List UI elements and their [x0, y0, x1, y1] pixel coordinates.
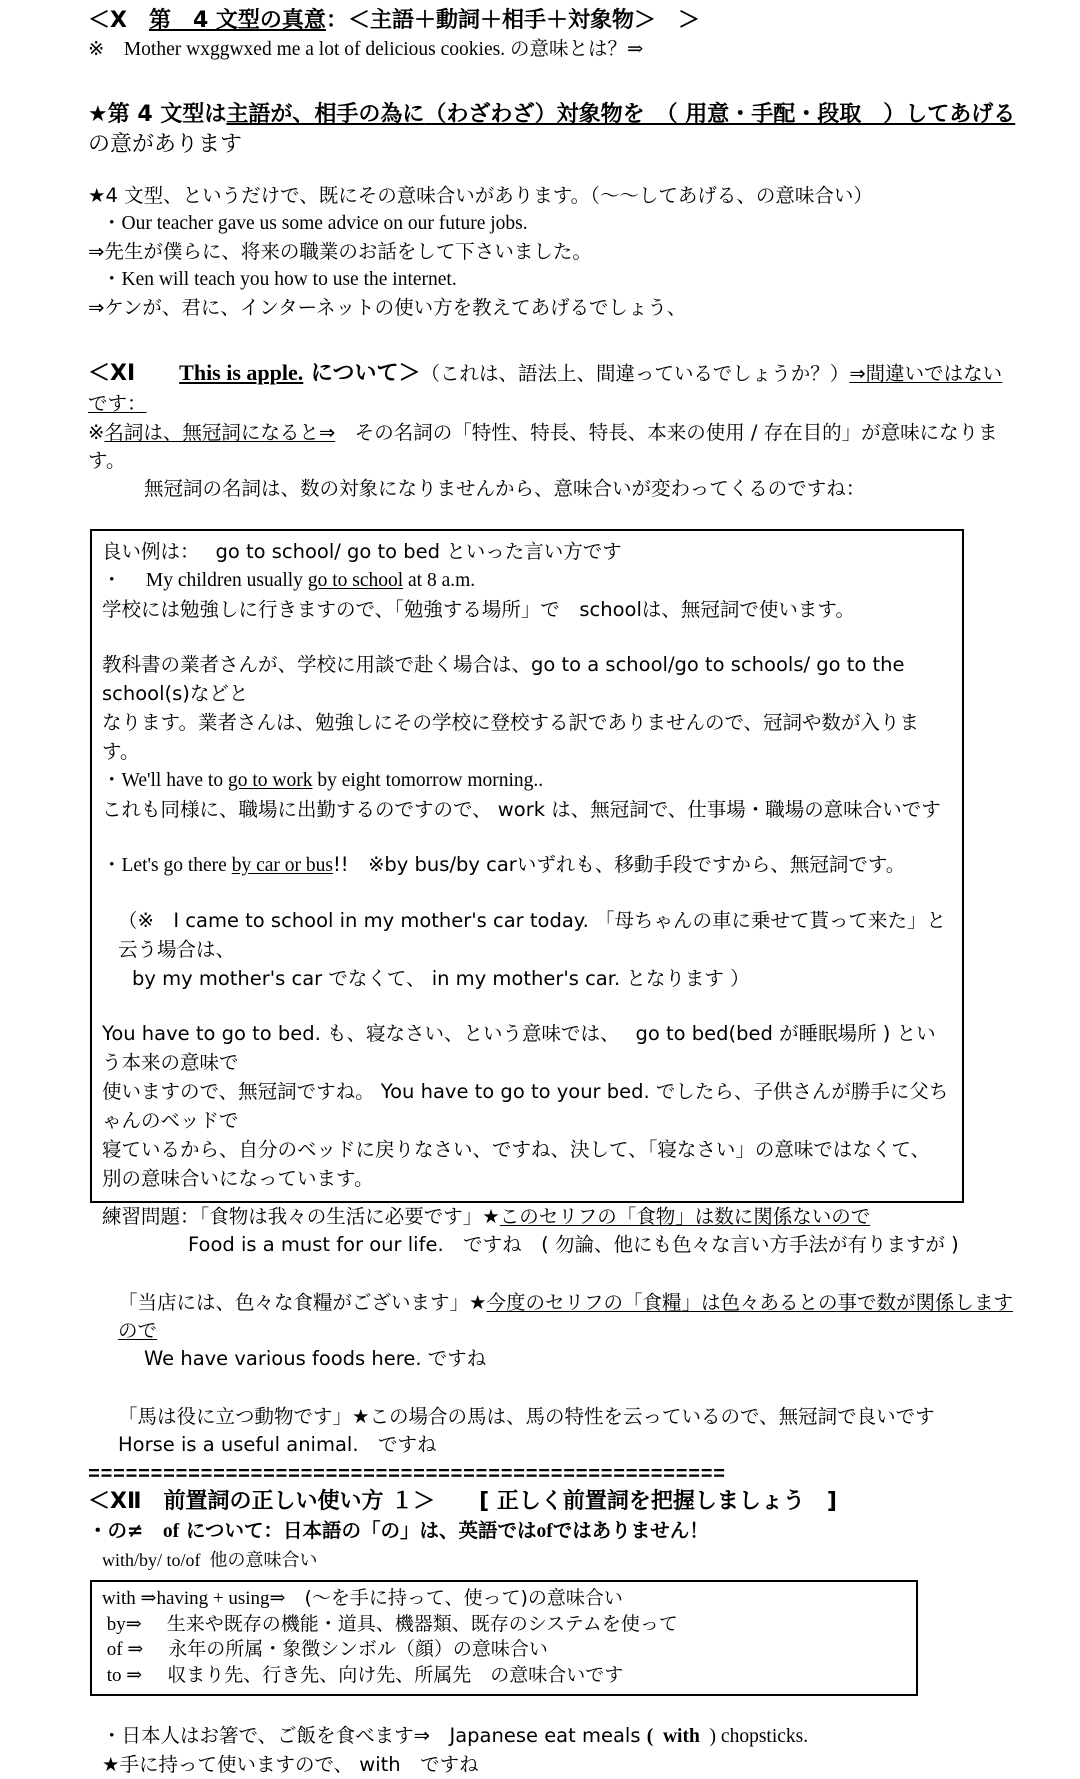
box-line-6-pre: ・We'll have to — [102, 770, 228, 791]
final-example-bold: ( with — [646, 1726, 710, 1747]
box-line-8 — [102, 850, 952, 880]
box-line-13: 寝ているから、自分のベッドに戻りなさい、ですね、決して、「寝なさい」の意味ではなくて、 — [102, 1138, 930, 1161]
section-xi-note-underlined: 名詞は、無冠詞になると⇒ — [104, 421, 336, 444]
subheading-middle: について：日本語の「の」は、英語では — [179, 1519, 537, 1542]
prepositions-box — [90, 1580, 918, 1696]
box-line-6-post: by eight tomorrow morning.. — [312, 770, 544, 791]
practice-2-prefix: 「当店には、色々な食糧がございます」★ — [118, 1291, 487, 1314]
examples-box — [90, 529, 964, 1203]
subheading-of-2: of — [536, 1521, 553, 1542]
practice-3-answer: Horse is a useful animal. ですね — [118, 1433, 437, 1456]
section-xi-heading-tail: ⇒間違いではないです： — [88, 362, 1003, 415]
box-line-3: 学校には勉強しに行きますので、「勉強する場所」で schoolは、無冠詞で使います。 — [102, 598, 855, 621]
box-line-4: 教科書の業者さんが、学校に用談で赴く場合は、go to a school/go to schools/ go to the school(s)などと — [102, 653, 911, 705]
section-x-star-line-2: ★4 文型、というだけで、既にその意味合いがあります。（〜〜してあげる、の意味合い） — [88, 184, 873, 207]
section-xi-heading-phrase: This is apple. — [179, 360, 304, 385]
section-xi-heading-prefix: ＜XⅠ — [88, 361, 180, 386]
box-line-14: 別の意味合いになっています。 — [102, 1167, 374, 1190]
section-xi-heading-mid: について＞ — [303, 361, 421, 386]
box-line-12: 使いますので、無冠詞ですね。 You have to go to your bed. でしたら、子供さんが勝手に父ちゃんのベッドで — [102, 1080, 949, 1132]
practice-2 — [88, 1289, 1020, 1345]
prep-row — [102, 1612, 906, 1638]
section-xii-heading: ＜XⅡ 前置詞の正しい使い方 １＞ [ 正しく前置詞を把握しましょう ] — [88, 1489, 837, 1514]
prep-key: with ⇒having + using⇒ — [102, 1588, 286, 1609]
star-line-1-part-b: 主語が、相手の為に — [226, 102, 425, 127]
section-x-example-2-jp: ⇒ケンが、君に、インターネットの使い方を教えてあげるでしょう、 — [88, 296, 687, 319]
box-line-1: 良い例は： go to school/ go to bed といった言い方です — [102, 540, 622, 563]
section-x-example-2-en: ・Ken will teach you how to use the internet. — [102, 269, 457, 290]
prep-key: of ⇒ — [102, 1639, 144, 1660]
box-line-2-underlined: go to school — [307, 570, 404, 591]
section-xi-heading — [88, 358, 1020, 419]
prep-row — [102, 1663, 906, 1689]
section-x-example-1-en: ・Our teacher gave us some advice on our future jobs. — [102, 213, 528, 234]
section-x-heading — [88, 6, 1020, 36]
star-line-1-part-d: の意があります — [88, 102, 1038, 157]
section-x-heading-prefix: ＜X — [88, 8, 149, 33]
prep-desc: 永年の所属・象徴シンボル（顔）の意味合い — [143, 1638, 548, 1660]
prep-desc: 収まり先、行き先、向け先、所属先 の意味合いです — [142, 1663, 624, 1686]
prep-key: by⇒ — [102, 1613, 142, 1635]
practice-1-prefix: 練習問題：「食物は我々の生活に必要です」★ — [102, 1205, 500, 1228]
section-x-heading-suffix: ：＜主語＋動詞＋相手＋対象物＞ ＞ — [325, 8, 700, 33]
star-line-1-part-a: ★第 4 文型は — [88, 102, 227, 127]
prep-row — [102, 1586, 906, 1612]
box-line-10: by my mother's car でなくて、 in my mother's car. となります ） — [132, 967, 750, 990]
practice-1-underlined: このセリフの「食物」は数に関係ないので — [499, 1205, 871, 1228]
box-line-2 — [102, 566, 952, 595]
section-xi-note-prefix: ※ — [88, 421, 105, 444]
section-xii-note: with/by/ to/of 他の意味合い — [102, 1550, 318, 1570]
subheading-of-1: of — [162, 1521, 180, 1542]
box-line-2-pre: ・ My children usually — [102, 570, 308, 591]
subheading-prefix: ・の≠ — [88, 1519, 163, 1542]
prep-desc: 生来や既存の機能・道具、機器類、既存のシステムを使って — [141, 1612, 678, 1635]
practice-2-answer: We have various foods here. ですね — [144, 1347, 487, 1370]
section-x-star-line-1 — [88, 100, 1038, 160]
prep-row — [102, 1637, 906, 1663]
box-line-8-pre: ・Let's go there — [102, 855, 232, 876]
subheading-tail: ではありません！ — [552, 1519, 709, 1542]
box-line-8-underlined: by car or bus — [231, 855, 333, 876]
section-x-heading-underlined: 第 4 文型の真意 — [148, 8, 326, 33]
box-line-8-post: !! ※by bus/by carいずれも、移動手段ですから、無冠詞です。 — [332, 853, 906, 876]
section-xi-heading-paren: （これは、語法上、間違っているでしょうか？） — [420, 362, 850, 385]
section-xii-subheading — [88, 1517, 1020, 1546]
section-xi-note-rest: その名詞の「特性、特長、特長、本来の使用 / 存在目的」が意味になります。 — [88, 421, 998, 472]
section-x-note: ※ Mother wxggwxed me a lot of delicious cookies. の意味とは？⇒ — [88, 39, 644, 60]
practice-1 — [88, 1203, 1020, 1231]
section-x-example-1-jp: ⇒先生が僕らに、将来の職業のお話をして下さいました。 — [88, 240, 592, 263]
box-line-9: （※ I came to school in my mother's car today. 「母ちゃんの車に乗せて貰って来た」と云う場合は、 — [118, 909, 946, 961]
box-line-7: これも同様に、職場に出勤するのですので、 work は、無冠詞で、仕事場・職場の意味合いです — [102, 798, 941, 821]
box-line-11: You have to go to bed. も、寝なさい、という意味では、 go to bed(bed が睡眠場所 ) という本来の意味で — [102, 1022, 936, 1074]
box-line-6-underlined: go to work — [227, 770, 313, 791]
box-line-2-post: at 8 a.m. — [403, 570, 476, 591]
practice-2-underlined: 今度のセリフの「食糧」は色々あるとの事で数が関係しますので — [118, 1291, 1013, 1342]
prep-desc: (〜を手に持って、使って)の意味合い — [285, 1587, 623, 1609]
section-xi-note-2: 無冠詞の名詞は、数の対象になりませんから、意味合いが変わってくるのですね： — [144, 477, 866, 500]
box-line-6 — [102, 766, 952, 795]
final-note: ★手に持って使いますので、 with ですね — [102, 1753, 479, 1776]
star-line-1-part-c: （わざわざ）対象物を （ 用意・手配・段取 ）してあげる — [424, 102, 1016, 127]
final-example-prefix: ・日本人はお箸で、ご飯を食べます⇒ Japanese eat meals — [102, 1724, 647, 1747]
practice-1-answer: Food is a must for our life. ですね ( 勿論、他にも色々な言い方手法が有りますが ) — [188, 1233, 959, 1256]
final-example — [88, 1722, 1020, 1751]
section-xi-note-1 — [88, 419, 1020, 475]
box-line-5: なります。業者さんは、勉強しにその学校に登校する訳でありませんので、冠詞や数が入ります。 — [102, 711, 920, 763]
final-example-post: ) chopsticks. — [709, 1726, 809, 1747]
practice-3: 「馬は役に立つ動物です」★この場合の馬は、馬の特性を云っているので、無冠詞で良いです — [118, 1405, 935, 1428]
prep-key: to ⇒ — [102, 1664, 143, 1686]
section-separator: =================================================== — [88, 1465, 726, 1487]
